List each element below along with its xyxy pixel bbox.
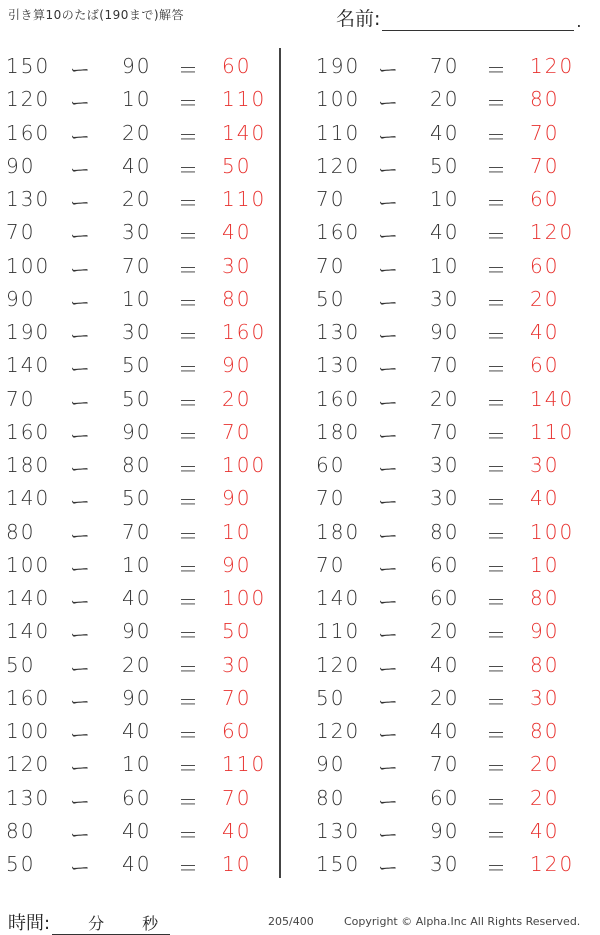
minus-sign: ー	[70, 556, 92, 581]
minus-sign: ー	[378, 723, 400, 747]
minuend: 160	[316, 220, 361, 245]
equals-sign: ＝	[486, 124, 508, 149]
answer: 20	[530, 286, 560, 311]
answer: 30	[530, 685, 560, 710]
answer: 80	[530, 586, 560, 610]
subtrahend: 10	[122, 286, 152, 311]
minuend: 50	[316, 685, 346, 710]
subtrahend: 90	[430, 818, 460, 843]
answer: 90	[222, 486, 252, 511]
equals-sign: ＝	[178, 789, 200, 814]
minuend: 120	[316, 153, 361, 178]
answer: 30	[222, 652, 252, 677]
subtrahend: 10	[122, 552, 152, 577]
answer: 80	[530, 719, 560, 743]
equals-sign: ＝	[178, 856, 200, 880]
minus-sign: ー	[70, 157, 92, 182]
answer: 20	[222, 386, 252, 411]
answer: 90	[222, 353, 252, 378]
minuend: 80	[316, 785, 346, 810]
equals-sign: ＝	[486, 157, 508, 182]
answer: 80	[530, 652, 560, 677]
minus-sign: ー	[70, 590, 92, 614]
name-blank-line	[382, 8, 574, 31]
minus-sign: ー	[70, 224, 92, 249]
equals-sign: ＝	[486, 324, 508, 348]
minuend: 130	[316, 320, 361, 344]
name-field	[336, 4, 582, 31]
minuend: 150	[316, 852, 361, 876]
subtrahend: 50	[122, 353, 152, 378]
equals-sign: ＝	[486, 91, 508, 116]
minuend: 60	[316, 453, 346, 477]
equals-sign: ＝	[178, 58, 200, 82]
minus-sign: ー	[70, 257, 92, 282]
answer: 20	[530, 785, 560, 810]
minuend: 190	[6, 320, 51, 344]
minus-sign: ー	[70, 357, 92, 382]
subtrahend: 30	[430, 286, 460, 311]
minuend: 70	[6, 386, 36, 411]
subtrahend: 40	[122, 852, 152, 876]
equals-sign: ＝	[486, 623, 508, 648]
minuend: 90	[316, 752, 346, 777]
equals-sign: ＝	[486, 457, 508, 481]
minuend: 110	[316, 619, 361, 644]
equals-sign: ＝	[486, 58, 508, 82]
subtrahend: 70	[430, 353, 460, 378]
minuend: 70	[316, 253, 346, 278]
answer: 40	[530, 320, 560, 344]
subtrahend: 90	[122, 419, 152, 444]
answer: 110	[222, 87, 267, 112]
equals-sign: ＝	[486, 556, 508, 581]
equals-sign: ＝	[178, 224, 200, 249]
minus-sign: ー	[378, 756, 400, 781]
minus-sign: ー	[378, 623, 400, 648]
minus-sign: ー	[70, 856, 92, 880]
subtrahend: 60	[430, 586, 460, 610]
answer: 60	[222, 54, 252, 78]
subtrahend: 40	[122, 719, 152, 743]
subtrahend: 80	[430, 519, 460, 544]
subtrahend: 20	[430, 386, 460, 411]
minuend: 120	[6, 87, 51, 112]
minuend: 90	[6, 153, 36, 178]
minuend: 70	[6, 220, 36, 245]
minus-sign: ー	[378, 490, 400, 515]
subtrahend: 40	[430, 120, 460, 145]
answer: 120	[530, 54, 575, 78]
subtrahend: 30	[122, 220, 152, 245]
equals-sign: ＝	[178, 656, 200, 681]
minus-sign: ー	[70, 689, 92, 714]
minus-sign: ー	[378, 789, 400, 814]
subtrahend: 80	[122, 453, 152, 477]
subtrahend: 20	[122, 120, 152, 145]
subtrahend: 40	[122, 586, 152, 610]
subtrahend: 60	[430, 552, 460, 577]
time-label: 時間:	[8, 913, 51, 934]
minus-sign: ー	[378, 224, 400, 249]
equals-sign: ＝	[178, 756, 200, 781]
minus-sign: ー	[378, 91, 400, 116]
answer: 80	[222, 286, 252, 311]
equals-sign: ＝	[486, 723, 508, 747]
equals-sign: ＝	[486, 756, 508, 781]
equals-sign: ＝	[178, 423, 200, 448]
minus-sign: ー	[70, 623, 92, 648]
equals-sign: ＝	[178, 257, 200, 282]
equals-sign: ＝	[486, 856, 508, 880]
answer: 30	[222, 253, 252, 278]
answer: 140	[222, 120, 267, 145]
subtrahend: 40	[430, 652, 460, 677]
seconds-label: 秒	[142, 914, 159, 933]
equals-sign: ＝	[486, 523, 508, 548]
minuend: 50	[316, 286, 346, 311]
minus-sign: ー	[378, 124, 400, 149]
minus-sign: ー	[378, 257, 400, 282]
subtrahend: 70	[430, 419, 460, 444]
minus-sign: ー	[70, 324, 92, 348]
minus-sign: ー	[378, 556, 400, 581]
equals-sign: ＝	[178, 490, 200, 515]
minuend: 100	[6, 253, 51, 278]
minus-sign: ー	[378, 191, 400, 215]
minuend: 140	[6, 619, 51, 644]
answer: 60	[530, 187, 560, 211]
subtrahend: 20	[430, 685, 460, 710]
subtrahend: 70	[122, 253, 152, 278]
page-number: 205/400	[268, 915, 314, 928]
minuend: 90	[6, 286, 36, 311]
minus-sign: ー	[378, 689, 400, 714]
equals-sign: ＝	[178, 290, 200, 315]
minus-sign: ー	[70, 656, 92, 681]
subtrahend: 70	[430, 54, 460, 78]
subtrahend: 70	[430, 752, 460, 777]
time-blank-line	[52, 912, 170, 935]
equals-sign: ＝	[178, 822, 200, 847]
answer: 60	[222, 719, 252, 743]
answer: 100	[222, 453, 267, 477]
answer: 40	[530, 818, 560, 843]
answer: 30	[530, 453, 560, 477]
minus-sign: ー	[70, 822, 92, 847]
minuend: 120	[316, 652, 361, 677]
answer: 120	[530, 852, 575, 876]
minuend: 70	[316, 486, 346, 511]
subtrahend: 10	[122, 752, 152, 777]
minus-sign: ー	[378, 856, 400, 880]
minuend: 80	[6, 519, 36, 544]
answer: 90	[530, 619, 560, 644]
minus-sign: ー	[70, 58, 92, 82]
minuend: 160	[6, 685, 51, 710]
subtrahend: 30	[430, 486, 460, 511]
subtrahend: 50	[122, 386, 152, 411]
answer: 70	[222, 419, 252, 444]
answer: 70	[530, 120, 560, 145]
equals-sign: ＝	[178, 590, 200, 614]
equals-sign: ＝	[486, 390, 508, 415]
subtrahend: 40	[430, 719, 460, 743]
minuend: 180	[316, 419, 361, 444]
equals-sign: ＝	[178, 191, 200, 215]
minus-sign: ー	[70, 390, 92, 415]
minus-sign: ー	[70, 756, 92, 781]
equals-sign: ＝	[178, 689, 200, 714]
minus-sign: ー	[378, 423, 400, 448]
subtrahend: 70	[122, 519, 152, 544]
subtrahend: 20	[430, 87, 460, 112]
equals-sign: ＝	[486, 789, 508, 814]
equals-sign: ＝	[486, 490, 508, 515]
equals-sign: ＝	[178, 523, 200, 548]
equals-sign: ＝	[178, 124, 200, 149]
answer: 40	[530, 486, 560, 511]
answer: 50	[222, 619, 252, 644]
subtrahend: 30	[430, 453, 460, 477]
minuend: 110	[316, 120, 361, 145]
equals-sign: ＝	[486, 257, 508, 282]
equals-sign: ＝	[178, 324, 200, 348]
minuend: 180	[316, 519, 361, 544]
worksheet-title: 引き算10のたば(190まで)解答	[8, 8, 185, 22]
minus-sign: ー	[378, 357, 400, 382]
footer	[0, 905, 600, 935]
equals-sign: ＝	[178, 357, 200, 382]
minuend: 120	[316, 719, 361, 743]
equals-sign: ＝	[178, 723, 200, 747]
subtrahend: 60	[430, 785, 460, 810]
answer: 10	[222, 519, 252, 544]
minus-sign: ー	[70, 490, 92, 515]
answer: 120	[530, 220, 575, 245]
subtrahend: 90	[122, 619, 152, 644]
minuend: 160	[6, 120, 51, 145]
subtrahend: 20	[122, 652, 152, 677]
minuend: 120	[6, 752, 51, 777]
minus-sign: ー	[378, 390, 400, 415]
minuend: 50	[6, 852, 36, 876]
answer: 160	[222, 320, 267, 344]
subtrahend: 10	[122, 87, 152, 112]
minus-sign: ー	[70, 523, 92, 548]
equals-sign: ＝	[486, 423, 508, 448]
answer: 70	[530, 153, 560, 178]
subtrahend: 40	[122, 818, 152, 843]
minus-sign: ー	[70, 457, 92, 481]
minus-sign: ー	[378, 58, 400, 82]
minus-sign: ー	[70, 124, 92, 149]
minuend: 100	[316, 87, 361, 112]
minuend: 160	[316, 386, 361, 411]
equals-sign: ＝	[178, 623, 200, 648]
answer: 70	[222, 685, 252, 710]
minus-sign: ー	[378, 290, 400, 315]
equals-sign: ＝	[486, 224, 508, 249]
minuend: 130	[316, 353, 361, 378]
minus-sign: ー	[70, 91, 92, 116]
equals-sign: ＝	[178, 457, 200, 481]
subtrahend: 50	[122, 486, 152, 511]
minuend: 150	[6, 54, 51, 78]
minus-sign: ー	[378, 590, 400, 614]
minuend: 100	[6, 719, 51, 743]
minuend: 140	[6, 486, 51, 511]
equals-sign: ＝	[178, 390, 200, 415]
subtrahend: 30	[430, 852, 460, 876]
subtrahend: 20	[122, 187, 152, 211]
equals-sign: ＝	[486, 290, 508, 315]
minus-sign: ー	[70, 423, 92, 448]
minuend: 160	[6, 419, 51, 444]
answer: 40	[222, 818, 252, 843]
column-divider	[279, 48, 281, 878]
answer: 60	[530, 353, 560, 378]
minuend: 130	[6, 785, 51, 810]
minuend: 70	[316, 552, 346, 577]
answer: 60	[530, 253, 560, 278]
subtrahend: 10	[430, 187, 460, 211]
minus-sign: ー	[70, 290, 92, 315]
name-end-dot: .	[576, 12, 582, 31]
equals-sign: ＝	[486, 590, 508, 614]
minus-sign: ー	[378, 822, 400, 847]
equals-sign: ＝	[486, 822, 508, 847]
answer: 140	[530, 386, 575, 411]
answer: 100	[222, 586, 267, 610]
subtrahend: 40	[430, 220, 460, 245]
minuend: 190	[316, 54, 361, 78]
minus-sign: ー	[70, 723, 92, 747]
subtrahend: 20	[430, 619, 460, 644]
subtrahend: 90	[122, 685, 152, 710]
subtrahend: 90	[430, 320, 460, 344]
answer: 100	[530, 519, 575, 544]
minuend: 140	[316, 586, 361, 610]
equals-sign: ＝	[486, 357, 508, 382]
minus-sign: ー	[378, 523, 400, 548]
answer: 20	[530, 752, 560, 777]
answer: 10	[222, 852, 252, 876]
minus-sign: ー	[378, 157, 400, 182]
minus-sign: ー	[378, 324, 400, 348]
minuend: 180	[6, 453, 51, 477]
minuend: 100	[6, 552, 51, 577]
subtrahend: 90	[122, 54, 152, 78]
minutes-label: 分	[88, 914, 105, 933]
answer: 80	[530, 87, 560, 112]
name-label: 名前:	[336, 8, 381, 30]
minus-sign: ー	[70, 191, 92, 215]
subtrahend: 10	[430, 253, 460, 278]
answer: 40	[222, 220, 252, 245]
minus-sign: ー	[378, 656, 400, 681]
minuend: 130	[6, 187, 51, 211]
equals-sign: ＝	[178, 91, 200, 116]
equals-sign: ＝	[486, 656, 508, 681]
answer: 50	[222, 153, 252, 178]
minuend: 70	[316, 187, 346, 211]
equals-sign: ＝	[486, 191, 508, 215]
copyright-notice: Copyright © Alpha.Inc All Rights Reserved.	[344, 915, 581, 928]
minuend: 140	[6, 586, 51, 610]
equals-sign: ＝	[486, 689, 508, 714]
minuend: 130	[316, 818, 361, 843]
answer: 110	[530, 419, 575, 444]
minus-sign: ー	[378, 457, 400, 481]
minuend: 80	[6, 818, 36, 843]
time-field	[8, 909, 170, 935]
subtrahend: 50	[430, 153, 460, 178]
equals-sign: ＝	[178, 556, 200, 581]
answer: 70	[222, 785, 252, 810]
minuend: 140	[6, 353, 51, 378]
equals-sign: ＝	[178, 157, 200, 182]
minuend: 50	[6, 652, 36, 677]
answer: 10	[530, 552, 560, 577]
subtrahend: 40	[122, 153, 152, 178]
subtrahend: 60	[122, 785, 152, 810]
answer: 90	[222, 552, 252, 577]
subtrahend: 30	[122, 320, 152, 344]
answer: 110	[222, 752, 267, 777]
minus-sign: ー	[70, 789, 92, 814]
answer: 110	[222, 187, 267, 211]
